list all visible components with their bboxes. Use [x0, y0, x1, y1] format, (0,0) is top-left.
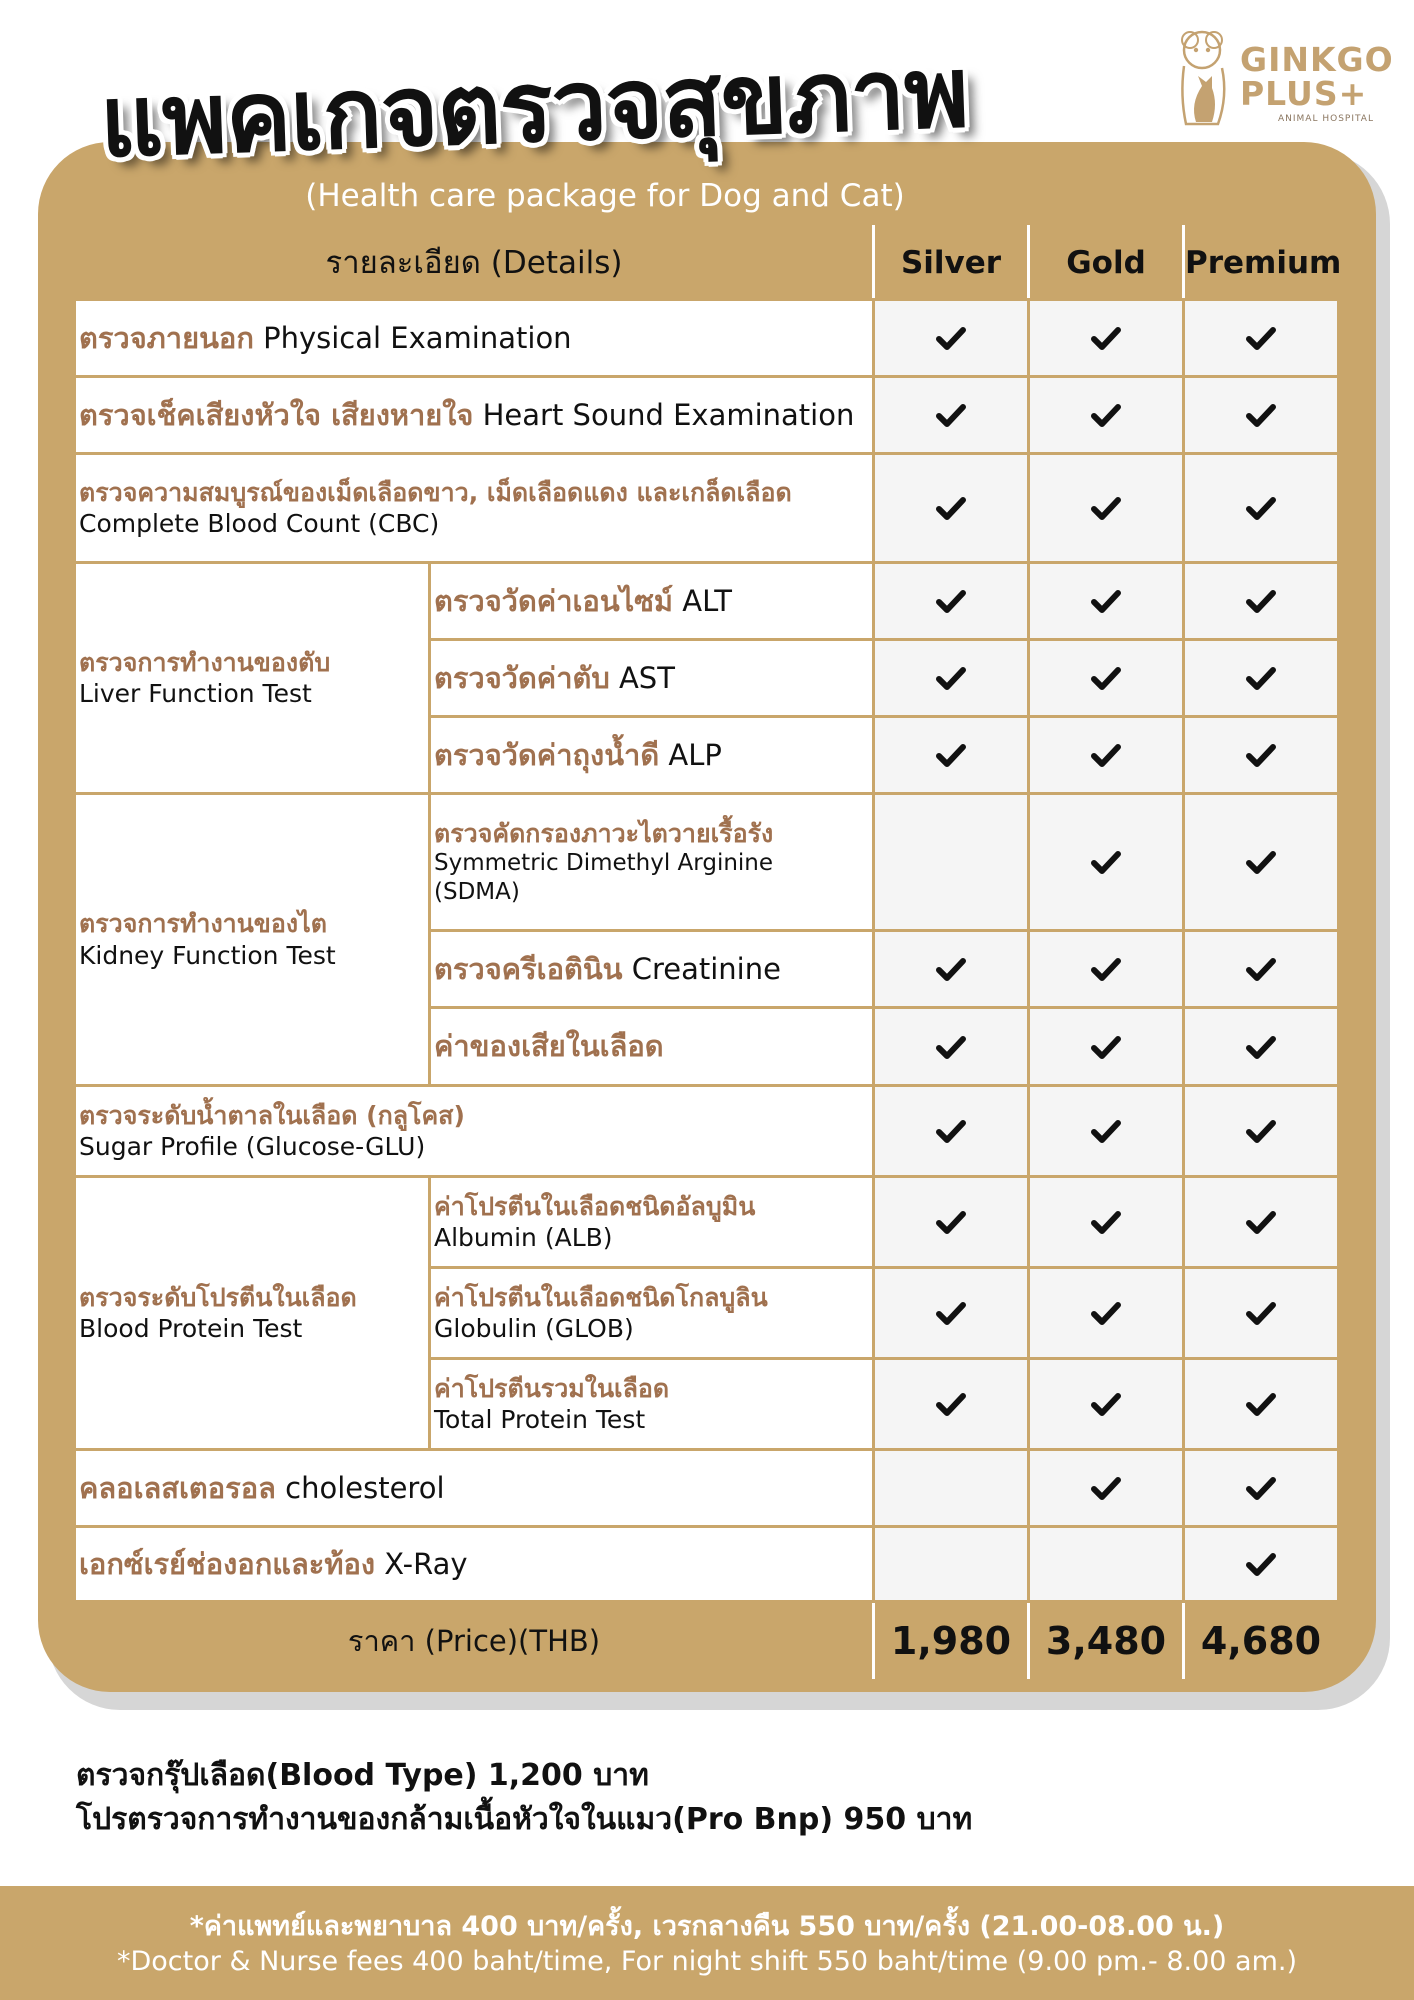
checkmark-icon — [1246, 957, 1276, 981]
group-label-english: Liver Function Test — [79, 679, 312, 708]
globulin-silver-cell — [875, 1269, 1027, 1357]
logo-line-ginkgo: GINKGO — [1240, 40, 1394, 79]
ginkgo-plus-logo — [1172, 26, 1394, 130]
row-label-english: AST — [618, 660, 675, 695]
row-ast — [431, 641, 872, 715]
row-label-thai: คลอเลสเตอรอล — [79, 1470, 276, 1505]
total-premium-cell — [1185, 1360, 1337, 1448]
checkmark-icon — [1091, 1210, 1121, 1234]
xray-silver-cell — [875, 1528, 1027, 1600]
row-label-english-abbr: (SDMA) — [434, 878, 520, 905]
checkmark-icon — [936, 1119, 966, 1143]
row-label-english: Heart Sound Examination — [482, 397, 855, 432]
total-gold-cell — [1030, 1360, 1182, 1448]
checkmark-icon — [936, 743, 966, 767]
row-label-thai: ค่าโปรตีนรวมในเลือด — [434, 1373, 670, 1403]
checkmark-icon — [936, 1035, 966, 1059]
logo-subtitle: ANIMAL HOSPITAL — [1278, 114, 1374, 124]
checkmark-icon — [936, 957, 966, 981]
row-label-thai: ตรวจระดับน้ำตาลในเลือด (กลูโคส) — [79, 1100, 465, 1130]
row-label-english: ALT — [682, 583, 732, 618]
group-label-thai: ตรวจระดับโปรตีนในเลือด — [79, 1282, 357, 1312]
sugar-premium-cell — [1185, 1087, 1337, 1175]
creatinine-gold-cell — [1030, 932, 1182, 1006]
checkmark-icon — [1091, 957, 1121, 981]
row-label-english: Symmetric Dimethyl Arginine — [434, 849, 774, 876]
page-title: แพคเกจตรวจสุขภาพ — [98, 35, 970, 180]
checkmark-icon — [936, 326, 966, 350]
alp-gold-cell — [1030, 718, 1182, 792]
cbc-premium-cell — [1185, 455, 1337, 561]
price-premium: 4,680 — [1200, 1619, 1322, 1663]
silver-header: Silver — [900, 245, 1002, 281]
row-label-thai: ตรวจวัดค่าถุงน้ำดี — [434, 737, 660, 772]
row-label-english: X-Ray — [384, 1546, 468, 1581]
checkmark-icon — [1091, 1301, 1121, 1325]
dog-cat-logo-icon — [1172, 26, 1242, 130]
row-label-thai: ตรวจครีเอตินิน — [434, 951, 623, 986]
group-blood-protein — [76, 1178, 428, 1448]
page-subtitle: (Health care package for Dog and Cat) — [305, 178, 905, 214]
checkmark-icon — [1091, 403, 1121, 427]
checkmark-icon — [936, 496, 966, 520]
checkmark-icon — [1091, 589, 1121, 613]
checkmark-icon — [1246, 1392, 1276, 1416]
cbc-silver-cell — [875, 455, 1027, 561]
row-xray — [76, 1528, 872, 1600]
group-label-english: Kidney Function Test — [79, 940, 336, 970]
cholesterol-premium-cell — [1185, 1451, 1337, 1525]
checkmark-icon — [1091, 1119, 1121, 1143]
row-total-protein — [431, 1360, 872, 1448]
checkmark-icon — [1246, 1035, 1276, 1059]
note-pro-bnp: โปรตรวจการทำงานของกล้ามเนื้อหัวใจในแมว(Pro Bnp) 950 บาท — [76, 1802, 973, 1837]
physical-gold-cell — [1030, 301, 1182, 375]
albumin-gold-cell — [1030, 1178, 1182, 1266]
sdma-premium-cell — [1185, 795, 1337, 929]
row-label-thai: ค่าโปรตีนในเลือดชนิดอัลบูมิน — [434, 1191, 756, 1221]
row-sugar-profile — [76, 1087, 872, 1175]
row-blood-waste — [431, 1009, 872, 1084]
footer-thai-fees: *ค่าแพทย์และพยาบาล 400 บาท/ครั้ง, เวรกลางคืน 550 บาท/ครั้ง (21.00-08.00 น.) — [189, 1911, 1225, 1942]
checkmark-icon — [1091, 743, 1121, 767]
price-gold: 3,480 — [1045, 1619, 1167, 1663]
row-globulin — [431, 1269, 872, 1357]
checkmark-icon — [1091, 850, 1121, 874]
checkmark-icon — [1246, 589, 1276, 613]
group-label-thai: ตรวจการทำงานของตับ — [79, 647, 331, 677]
checkmark-icon — [1246, 496, 1276, 520]
waste-gold-cell — [1030, 1009, 1182, 1084]
waste-premium-cell — [1185, 1009, 1337, 1084]
cbc-gold-cell — [1030, 455, 1182, 561]
group-liver-function — [76, 564, 428, 792]
albumin-silver-cell — [875, 1178, 1027, 1266]
row-cholesterol — [76, 1451, 872, 1525]
checkmark-icon — [1091, 1035, 1121, 1059]
heart-silver-cell — [875, 378, 1027, 452]
checkmark-icon — [1091, 496, 1121, 520]
row-label-thai: ตรวจวัดค่าเอนไซม์ — [434, 583, 674, 618]
creatinine-silver-cell — [875, 932, 1027, 1006]
sdma-gold-cell — [1030, 795, 1182, 929]
ast-gold-cell — [1030, 641, 1182, 715]
row-label-english: Total Protein Test — [434, 1405, 646, 1434]
sdma-silver-cell — [875, 795, 1027, 929]
checkmark-icon — [936, 1392, 966, 1416]
row-label-english: Creatinine — [631, 951, 781, 986]
row-heart-sound — [76, 378, 872, 452]
alp-silver-cell — [875, 718, 1027, 792]
price-silver: 1,980 — [890, 1619, 1012, 1663]
alt-premium-cell — [1185, 564, 1337, 638]
row-creatinine — [431, 932, 872, 1006]
row-label-english: Physical Examination — [263, 320, 572, 355]
checkmark-icon — [936, 1210, 966, 1234]
xray-premium-cell — [1185, 1528, 1337, 1600]
header-separator — [872, 225, 875, 298]
group-label-english: Blood Protein Test — [79, 1314, 303, 1343]
footer-english-fees: *Doctor & Nurse fees 400 baht/time, For night shift 550 baht/time (9.00 pm.- 8.00 am.) — [117, 1946, 1297, 1977]
note-blood-type: ตรวจกรุ๊ปเลือด(Blood Type) 1,200 บาท — [76, 1758, 649, 1793]
alt-gold-cell — [1030, 564, 1182, 638]
alt-silver-cell — [875, 564, 1027, 638]
header-separator — [1027, 225, 1030, 298]
sugar-silver-cell — [875, 1087, 1027, 1175]
globulin-gold-cell — [1030, 1269, 1182, 1357]
xray-gold-cell — [1030, 1528, 1182, 1600]
cholesterol-silver-cell — [875, 1451, 1027, 1525]
alp-premium-cell — [1185, 718, 1337, 792]
checkmark-icon — [1246, 743, 1276, 767]
row-label-english: Albumin (ALB) — [434, 1223, 613, 1252]
row-label-thai: ตรวจคัดกรองภาวะไตวายเรื้อรัง — [434, 818, 774, 848]
logo-line-plus: PLUS+ — [1240, 74, 1368, 113]
gold-header: Gold — [1066, 245, 1146, 281]
sugar-gold-cell — [1030, 1087, 1182, 1175]
checkmark-icon — [1246, 1552, 1276, 1576]
total-silver-cell — [875, 1360, 1027, 1448]
checkmark-icon — [1091, 1476, 1121, 1500]
creatinine-premium-cell — [1185, 932, 1337, 1006]
checkmark-icon — [1091, 666, 1121, 690]
globulin-premium-cell — [1185, 1269, 1337, 1357]
ast-premium-cell — [1185, 641, 1337, 715]
row-label-thai: ตรวจวัดค่าตับ — [434, 660, 610, 695]
checkmark-icon — [1246, 1210, 1276, 1234]
heart-premium-cell — [1185, 378, 1337, 452]
group-label-thai: ตรวจการทำงานของไต — [79, 909, 327, 939]
premium-header: Premium — [1185, 245, 1342, 281]
row-label-thai: ตรวจเช็คเสียงหัวใจ เสียงหายใจ — [79, 397, 474, 432]
physical-silver-cell — [875, 301, 1027, 375]
row-label-english: cholesterol — [285, 1470, 445, 1505]
row-label-thai: ตรวจความสมบูรณ์ของเม็ดเลือดขาว, เม็ดเลือดแดง และเกล็ดเลือด — [79, 477, 792, 507]
row-sdma — [431, 795, 872, 929]
albumin-premium-cell — [1185, 1178, 1337, 1266]
checkmark-icon — [1246, 1119, 1276, 1143]
row-label-thai: เอกซ์เรย์ช่องอกและท้อง — [79, 1546, 376, 1581]
checkmark-icon — [936, 589, 966, 613]
physical-premium-cell — [1185, 301, 1337, 375]
price-label: ราคา (Price)(THB) — [347, 1624, 601, 1658]
footer-bar — [0, 1886, 1414, 2000]
row-cbc — [76, 455, 872, 561]
group-kidney-function — [76, 795, 428, 1084]
heart-gold-cell — [1030, 378, 1182, 452]
checkmark-icon — [936, 403, 966, 427]
row-label-thai: ค่าโปรตีนในเลือดชนิดโกลบูลิน — [434, 1282, 768, 1312]
waste-silver-cell — [875, 1009, 1027, 1084]
checkmark-icon — [936, 1301, 966, 1325]
row-label-thai: ค่าของเสียในเลือด — [434, 1029, 664, 1064]
header-separator — [1182, 225, 1185, 298]
row-label-english: Sugar Profile (Glucose-GLU) — [79, 1132, 426, 1161]
row-physical-examination — [76, 301, 872, 375]
row-alp — [431, 718, 872, 792]
row-label-english: Globulin (GLOB) — [434, 1314, 634, 1343]
row-alt — [431, 564, 872, 638]
checkmark-icon — [1091, 326, 1121, 350]
checkmark-icon — [1246, 326, 1276, 350]
cholesterol-gold-cell — [1030, 1451, 1182, 1525]
row-albumin — [431, 1178, 872, 1266]
row-label-thai: ตรวจภายนอก — [79, 320, 254, 355]
checkmark-icon — [1091, 1392, 1121, 1416]
checkmark-icon — [1246, 1476, 1276, 1500]
checkmark-icon — [1246, 403, 1276, 427]
checkmark-icon — [1246, 666, 1276, 690]
ast-silver-cell — [875, 641, 1027, 715]
details-header: รายละเอียด (Details) — [325, 245, 623, 281]
row-label-english: Complete Blood Count (CBC) — [79, 509, 440, 538]
checkmark-icon — [1246, 1301, 1276, 1325]
checkmark-icon — [936, 666, 966, 690]
checkmark-icon — [1246, 850, 1276, 874]
row-label-english: ALP — [668, 737, 722, 772]
